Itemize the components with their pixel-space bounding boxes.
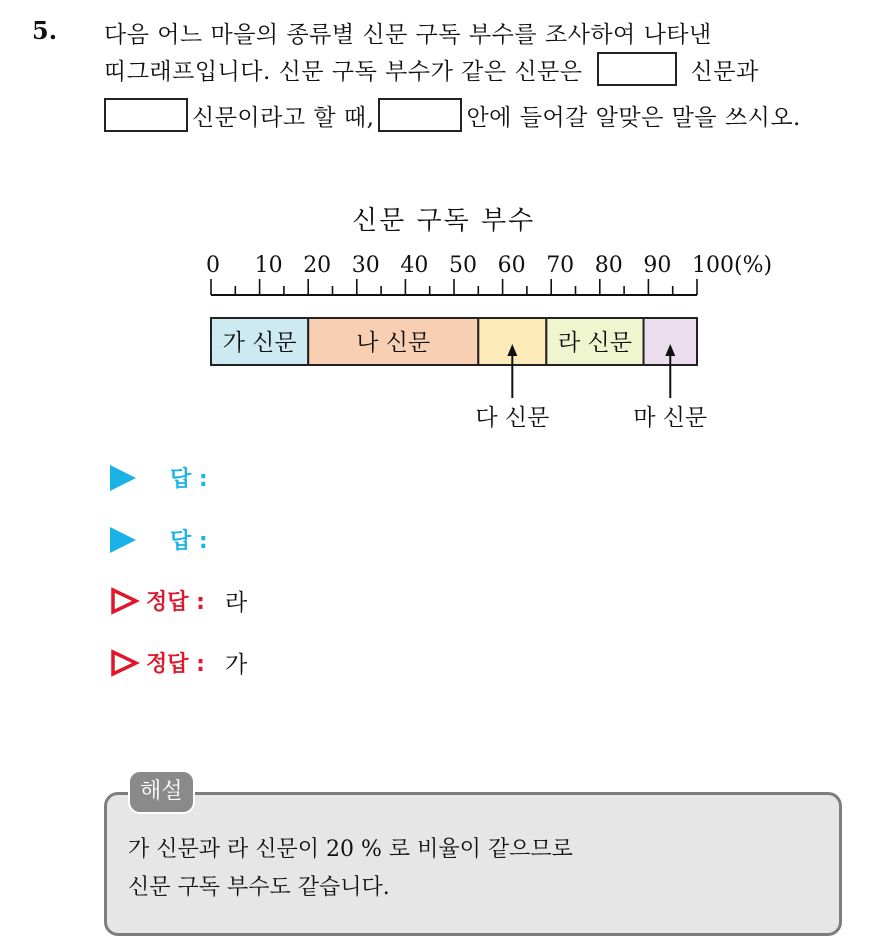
explanation-line-1: 가 신문과 라 신문이 20 % 로 비율이 같으므로 <box>128 837 573 862</box>
tick-label: 90 <box>643 253 672 278</box>
explanation-box <box>104 792 842 936</box>
tick-label: 70 <box>546 253 575 278</box>
correct-answer-value: 라 <box>224 590 248 616</box>
tick-label: 40 <box>400 253 429 278</box>
correct-answer-value: 가 <box>224 652 248 678</box>
correct-answer-row-1 <box>110 584 247 617</box>
question-text-2b: 신문과 <box>690 58 759 85</box>
segment-label: 나 신문 <box>356 330 431 356</box>
question-text-1: 다음 어느 마을의 종류별 신문 구독 부수를 조사하여 나타낸 <box>104 22 712 48</box>
segment-label: 라 신문 <box>557 330 632 356</box>
callout-label: 다 신문 <box>475 405 550 431</box>
correct-answer-row-2 <box>110 646 247 679</box>
answer-label: 답 : <box>170 467 208 492</box>
outline-triangle-icon <box>110 587 140 615</box>
answer-row-2 <box>110 524 208 555</box>
correct-answer-label: 정답 : <box>146 590 205 615</box>
tick-label: 10 <box>254 253 283 278</box>
tick-label: 60 <box>497 253 526 278</box>
explanation-line-2: 신문 구독 부수도 같습니다. <box>128 875 390 900</box>
question-text-2a: 띠그래프입니다. 신문 구독 부수가 같은 신문은 <box>104 58 583 85</box>
tick-label: 0 <box>206 253 220 278</box>
tick-label: 20 <box>303 253 332 278</box>
question-text-3b: 안에 들어갈 알맞은 말을 쓰시오. <box>466 104 801 131</box>
tick-label: 30 <box>351 253 380 278</box>
question-text-3a: 신문이라고 할 때, <box>192 104 375 131</box>
tick-label: 80 <box>594 253 623 278</box>
segment-label: 가 신문 <box>222 330 297 356</box>
tick-label: 50 <box>449 253 477 278</box>
outline-triangle-icon <box>110 649 140 677</box>
play-icon <box>110 527 136 553</box>
callout-label: 마 신문 <box>633 405 708 431</box>
tick-label: 100(%) <box>692 253 773 278</box>
question-number: 5. <box>32 16 58 45</box>
answer-row-1 <box>110 462 208 493</box>
chart-title: 신문 구독 부수 <box>352 206 536 236</box>
explanation-tag: 해설 <box>128 770 195 814</box>
correct-answer-label: 정답 : <box>146 652 205 677</box>
play-icon <box>110 465 136 491</box>
answer-label: 답 : <box>170 529 208 554</box>
